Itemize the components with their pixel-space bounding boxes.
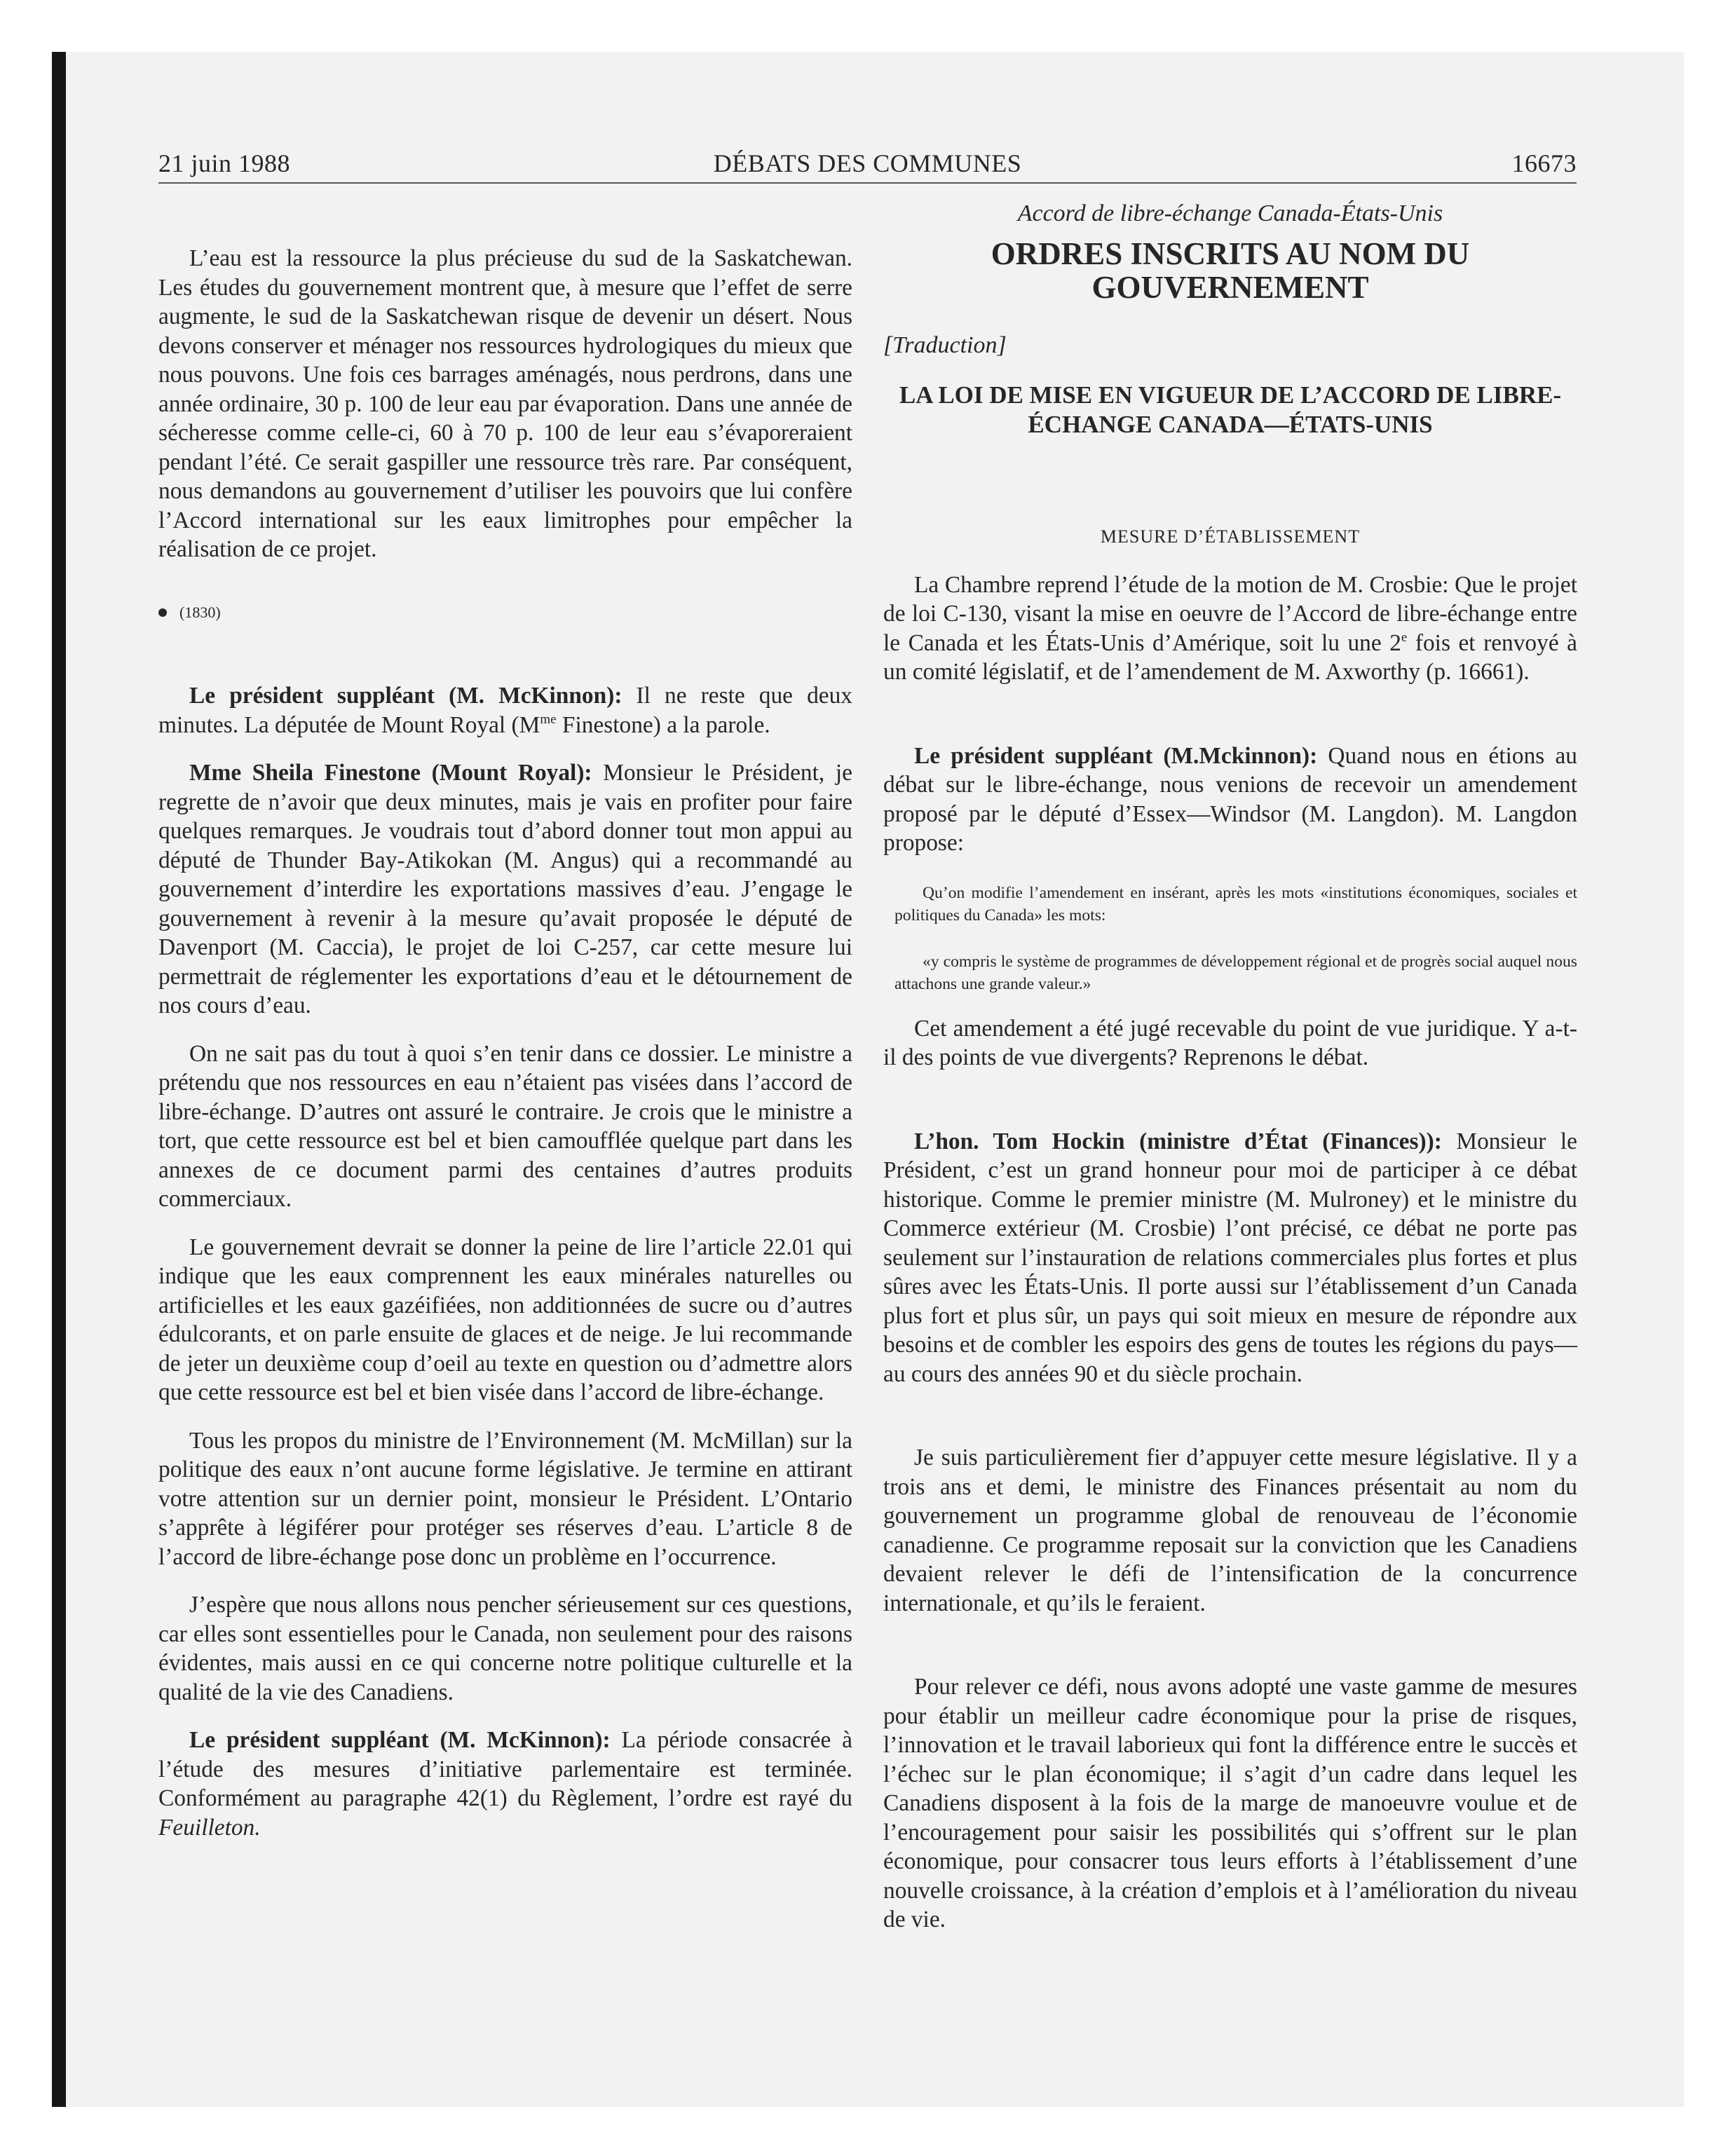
bullet-dot-icon	[158, 608, 167, 617]
bill-heading: LA LOI DE MISE EN VIGUEUR DE L’ACCORD DE LIBRE-ÉCHANGE CANADA—ÉTATS-UNIS	[899, 381, 1562, 438]
header-title: DÉBATS DES COMMUNES	[713, 149, 1022, 177]
section-heading: ORDRES INSCRITS AU NOM DU GOUVERNEMENT	[991, 236, 1470, 305]
paragraph-article-2201: Le gouvernement devrait se donner la peine de lire l’article 22.01 qui indique que les eaux comprennent les eaux minérales naturelles ou artificielles et les eaux gazéifiées, non additionnées de sucre ou d’autres édulcorants, et on parle ensuite de glaces et de neige. Je lui recommande de jeter un deuxième coup d’oeil au texte en question ou d’admettre alors que cette ressource est bel et bien visée dans l’accord de libre-échange.	[158, 1234, 852, 1405]
paragraph-speaker-finestone: Mme Sheila Finestone (Mount Royal): Monsieur le Président, je regrette de n’avoir que deux minutes, mais je vais en profiter pour faire quelques remarques. Je voudrais tout d’abord donner tout mon appui au député de Thunder Bay-Atikokan (M. Angus) qui a recommandé au gouvernement d’interdire les exportations massives d’eau. J’engage le gouvernement à revenir à la mesure qu’avait proposée le député de Davenport (M. Caccia), le projet de loi C-257, car cette mesure lui permettrait de réglementer les exportations d’eau et le détournement de nos cours d’eau.	[158, 760, 852, 1018]
translation-tag: [Traduction]	[883, 332, 1007, 358]
paragraph-speaker-hockin: L’hon. Tom Hockin (ministre d’État (Finances)): Monsieur le Président, c’est un grand honneur pour moi de participer à ce débat historique. Comme le premier ministre (M. Mulroney) et le ministre du Commerce extérieur (M. Crosbie) l’ont précisé, ce débat ne porte pas seulement sur l’instauration de relations commerciales plus fortes et plus sûres avec les États-Unis. Il porte aussi sur l’établissement d’un Canada plus fort et plus sûr, un pays qui soit mieux en mesure de répondre aux besoins et de combler les espoirs des gens de toutes les régions du pays—au cours des années 90 et du siècle prochain.	[883, 1128, 1578, 1387]
running-head	[158, 149, 1577, 184]
paragraph-challenge: Pour relever ce défi, nous avons adopté une vaste gamme de mesures pour établir un meilleur cadre économique pour la prise de risques, l’innovation et le travail laborieux qui font la différence entre le succès et l’échec sur le plan économique; il s’agit d’un cadre dans lequel les Canadiens disposent à la fois de la marge de manoeuvre voulue et de l’encouragement pour saisir les possibilités qui s’offrent sur le plan économique, pour consacrer tous leurs efforts à l’établissement d’une nouvelle croissance, à la création d’emplois et à l’amélioration du niveau de vie.	[883, 1674, 1577, 1932]
speaker-name: Mme Sheila Finestone (Mount Royal):	[189, 760, 592, 786]
left-column	[158, 189, 852, 1842]
time-marker-text: (1830)	[179, 603, 221, 621]
paragraph-speaker-mckinnon-2: Le président suppléant (M. McKinnon): La période consacrée à l’étude des mesures d’initiative parlementaire est terminée. Conformément au paragraphe 42(1) du Règlement, l’ordre est rayé du Feuilleton.	[158, 1727, 852, 1841]
speaker-name: Le président suppléant (M. McKinnon):	[189, 1727, 611, 1753]
header-date: 21 juin 1988	[158, 149, 291, 177]
paragraph-motion: La Chambre reprend l’étude de la motion de M. Crosbie: Que le projet de loi C-130, visant la mise en oeuvre de l’Accord de libre-échange entre le Canada et les États-Unis d’Amérique, soit lu une 2e fois et renvoyé à un comité législatif, et de l’amendement de M. Axworthy (p. 16661).	[883, 571, 1577, 685]
subject-title: Accord de libre-échange Canada-États-Unis	[1017, 200, 1443, 226]
right-column	[883, 189, 1577, 1935]
amendment-quote: Qu’on modifie l’amendement en insérant, après les mots «institutions économiques, sociales et politiques du Canada» les mots:	[894, 883, 1577, 925]
amendment-quote-words: «y compris le système de programmes de développement régional et de progrès social auquel nous attachons une grande valeur.»	[894, 952, 1577, 993]
paragraph-environment-minister: Tous les propos du ministre de l’Environnement (M. McMillan) sur la politique des eaux n’ont aucune forme législative. Je termine en attirant votre attention sur un dernier point, monsieur le Président. L’Ontario s’apprête à légiférer pour protéger ses réserves d’eau. L’article 8 de l’accord de libre-échange pose donc un problème en l’occurrence.	[158, 1427, 852, 1570]
speaker-name: Le président suppléant (M. McKinnon):	[189, 683, 622, 709]
paragraph-speaker-mckinnon-3: Le président suppléant (M.Mckinnon): Quand nous en étions au débat sur le libre-échange, nous venions de recevoir un amendement proposé par le député d’Essex—Windsor (M. Langdon). M. Langdon propose:	[883, 742, 1577, 856]
speaker-name: L’hon. Tom Hockin (ministre d’État (Finances)):	[914, 1128, 1442, 1154]
speaker-name: Le président suppléant (M.Mckinnon):	[914, 742, 1318, 769]
binding-edge	[52, 52, 66, 2107]
paragraph-water-dossier: On ne sait pas du tout à quoi s’en tenir dans ce dossier. Le ministre a prétendu que nos ressources en eau n’étaient pas visées dans l’accord de libre-échange. D’autres ont assuré le contraire. Je crois que le ministre a tort, que cette ressource est bel et bien camoufflée quelque part dans les annexes de ce document parmi des centaines d’autres produits commerciaux.	[158, 1040, 852, 1212]
stage-heading: MESURE D’ÉTABLISSEMENT	[1100, 526, 1361, 547]
time-marker	[158, 598, 852, 627]
paragraph-amendment-ruling: Cet amendement a été jugé recevable du point de vue juridique. Y a-t-il des points de vue divergents? Reprenons le débat.	[883, 1015, 1577, 1070]
paragraph-conclusion: J’espère que nous allons nous pencher sérieusement sur ces questions, car elles sont essentielles pour le Canada, non seulement pour des raisons évidentes, mais aussi en ce qui concerne notre politique culturelle et la qualité de la vie des Canadiens.	[158, 1592, 852, 1705]
header-page-number: 16673	[1511, 149, 1577, 177]
paragraph-legislation-pride: Je suis particulièrement fier d’appuyer cette mesure législative. Il y a trois ans et demi, le ministre des Finances présentait au nom du gouvernement un programme global de renouveau de l’économie canadienne. Ce programme reposait sur la conviction que les Canadiens devaient relever le défi de l’intensification de la concurrence internationale, et qu’ils le feraient.	[883, 1445, 1577, 1616]
paragraph-water-resource: L’eau est la ressource la plus précieuse du sud de la Saskatchewan. Les études du gouvernement montrent que, à mesure que l’effet de serre augmente, le sud de la Saskatchewan risque de devenir un désert. Nous devons conserver et ménager nos ressources hydrologiques du mieux que nous pouvons. Une fois ces barrages aménagés, nous perdrons, dans une année ordinaire, 30 p. 100 de leur eau par évaporation. Dans une année de sécheresse comme celle-ci, 60 à 70 p. 100 de leur eau s’évaporeraient pendant l’été. Ce serait gaspiller une ressource très rare. Par conséquent, nous demandons au gouvernement d’utiliser les pouvoirs que lui confère l’Accord international sur les eaux limitrophes pour empêcher la réalisation de ce projet.	[158, 245, 852, 562]
paragraph-speaker-mckinnon-1: Le président suppléant (M. McKinnon): Il ne reste que deux minutes. La députée de Mount Royal ($M^{me}$ Finestone) a la parole.	[158, 683, 852, 738]
